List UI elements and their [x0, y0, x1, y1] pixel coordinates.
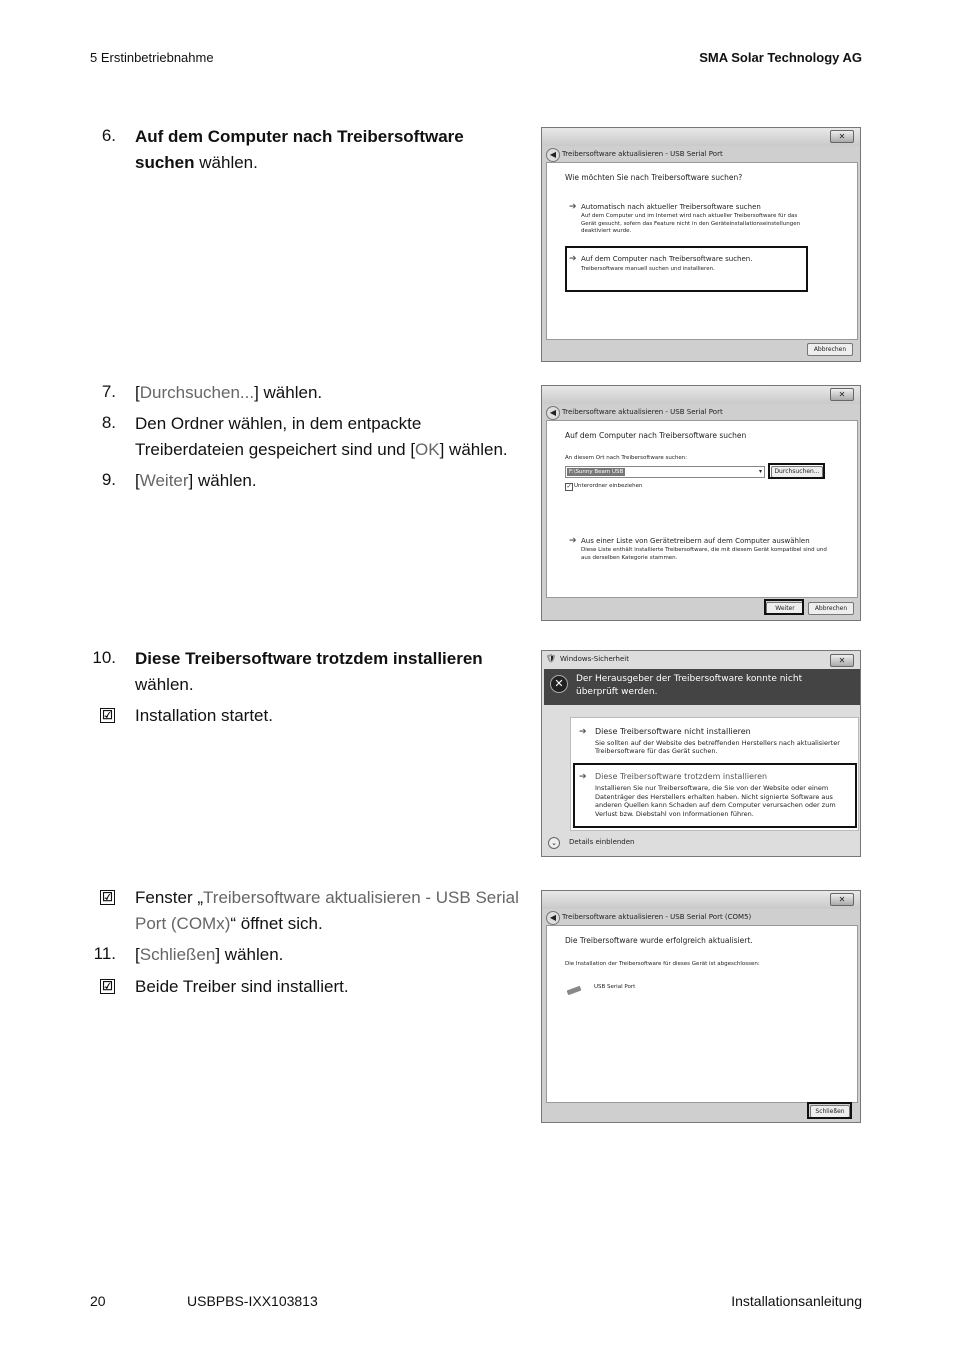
path-value: F:\Sunny Beam USB: [569, 469, 624, 475]
step-6-bold-line2: suchen: [135, 153, 195, 172]
path-combobox[interactable]: [565, 466, 765, 478]
step-8-ui-term: OK: [415, 440, 440, 459]
step-8-number: 8.: [101, 413, 116, 432]
step-6-bold-line1: Auf dem Computer nach Treibersoftware: [135, 127, 464, 146]
step-11-ui-term: Schließen: [139, 945, 216, 964]
step-9-close: ] wählen.: [188, 471, 257, 490]
step-10-rest: wählen.: [135, 675, 194, 694]
result-check-icon: ☑: [100, 708, 115, 723]
driver-list-title[interactable]: Aus einer Liste von Gerätetreibern auf dem Computer auswählen: [581, 537, 810, 545]
result-window-ui1: Treibersoftware aktualisieren - USB Serial: [203, 888, 519, 907]
screenshot-windows-security: [541, 650, 861, 857]
location-label: An diesem Ort nach Treibersoftware suchen:: [565, 455, 688, 461]
option-dont-install-desc: Sie sollten auf der Website des betreffenden Herstellers nach aktualisierter Treibersoftware für das Gerät suchen.: [595, 739, 840, 755]
step-9-open: [: [135, 471, 140, 490]
window-breadcrumb: Treibersoftware aktualisieren - USB Serial Port (COM5): [562, 913, 752, 921]
step-9-number: 9.: [101, 470, 116, 489]
screenshot-driver-search-choice: [541, 127, 861, 362]
back-arrow-icon[interactable]: ◀: [546, 911, 560, 925]
title-bar: [542, 891, 860, 909]
back-arrow-icon[interactable]: ◀: [546, 406, 560, 420]
step-6-rest: wählen.: [194, 153, 258, 172]
screenshot-browse-driver: [541, 385, 861, 621]
highlight-box: [807, 1102, 852, 1119]
close-icon[interactable]: ✕: [830, 130, 854, 143]
content-panel: [546, 420, 858, 598]
arrow-right-icon: ➔: [579, 772, 587, 782]
option-manual-desc: Treibersoftware manuell suchen und installieren.: [581, 266, 715, 272]
result-11-text: Beide Treiber sind installiert.: [135, 977, 349, 996]
question-heading: Wie möchten Sie nach Treibersoftware suchen?: [565, 173, 743, 182]
step-8-line2-post: ] wählen.: [439, 440, 508, 459]
window-breadcrumb: Treibersoftware aktualisieren - USB Serial Port: [562, 150, 723, 158]
document-type: Installationsanleitung: [731, 1293, 862, 1309]
arrow-right-icon: ➔: [569, 202, 577, 212]
warning-shield-icon: ✕: [550, 675, 568, 693]
step-8-line1: Den Ordner wählen, in dem entpackte: [135, 414, 422, 433]
arrow-right-icon: ➔: [569, 536, 577, 546]
step-7-open: [: [135, 383, 140, 402]
subfolders-checkbox[interactable]: ✓: [566, 483, 572, 490]
step-11-close: ] wählen.: [215, 945, 284, 964]
page-number: 20: [90, 1293, 106, 1309]
step-8-line2-pre: Treiberdateien gespeichert sind und [: [135, 440, 416, 459]
step-10-bold: Diese Treibersoftware trotzdem installieren: [135, 649, 483, 668]
step-8-text: [135, 411, 535, 463]
close-icon[interactable]: ✕: [830, 893, 854, 906]
highlight-box: [764, 599, 804, 615]
cancel-button[interactable]: Abbrechen: [807, 343, 853, 356]
close-icon[interactable]: ✕: [830, 388, 854, 401]
arrow-right-icon: ➔: [579, 727, 587, 737]
arrow-right-icon: ➔: [569, 254, 577, 264]
cancel-button[interactable]: Abbrechen: [808, 602, 854, 615]
option-install-anyway-desc: Installieren Sie nur Treibersoftware, die Sie von der Website oder einem Datenträger des Herstellers erhalten haben. Nicht signierte Software aus anderen Quellen kann Schaden auf dem Computer verursachen oder zum Verlust bzw. Diebstahl von Informationen führen.: [595, 784, 836, 818]
screenshot-driver-updated: [541, 890, 861, 1123]
highlight-box: [565, 246, 808, 292]
warning-text: Der Herausgeber der Treibersoftware konnte nicht überprüft werden.: [576, 674, 803, 697]
step-10-text: [135, 646, 535, 698]
highlight-box: [768, 463, 825, 479]
result-window-post: “ öffnet sich.: [230, 914, 323, 933]
driver-list-desc: Diese Liste enthält installierte Treibersoftware, die mit diesem Gerät kompatibel sind und aus derselben Kategorie stammen.: [581, 547, 827, 561]
highlight-box: [573, 763, 857, 828]
chevron-down-icon[interactable]: ▾: [758, 468, 762, 475]
content-panel: [546, 925, 858, 1103]
step-7-number: 7.: [101, 382, 116, 401]
security-title: Windows-Sicherheit: [560, 655, 629, 663]
result-window-pre: Fenster „: [135, 888, 204, 907]
success-heading: Die Treibersoftware wurde erfolgreich aktualisiert.: [565, 936, 753, 945]
step-7-ui-term: Durchsuchen...: [139, 383, 255, 402]
step-11-text: [135, 942, 283, 968]
result-10-text: Installation startet.: [135, 706, 273, 725]
step-6-number: 6.: [101, 126, 116, 145]
step-10-number: 10.: [92, 648, 116, 667]
step-11-open: [: [135, 945, 140, 964]
option-manual-title[interactable]: Auf dem Computer nach Treibersoftware suchen.: [581, 255, 753, 263]
warning-banner: [544, 669, 860, 705]
back-arrow-icon[interactable]: ◀: [546, 148, 560, 162]
option-auto-desc: Auf dem Computer und im Internet wird nach aktueller Treibersoftware für das Gerät gesucht, sofern das Feature nicht in den Geräteinstallationseinstellungen deaktiviert wurde.: [581, 213, 801, 234]
step-7-close: ] wählen.: [254, 383, 323, 402]
step-9-ui-term: Weiter: [139, 471, 189, 490]
details-toggle[interactable]: Details einblenden: [569, 838, 635, 846]
close-button[interactable]: Schließen: [810, 1105, 850, 1118]
shield-icon: 🛡: [546, 654, 557, 663]
title-bar: [542, 128, 860, 146]
result-window-text: [135, 885, 535, 937]
result-window-ui2: Port (COMx): [135, 914, 231, 933]
step-6-text: [135, 124, 525, 176]
title-bar: [542, 386, 860, 404]
chevron-down-icon[interactable]: ⌄: [548, 837, 560, 849]
section-header: 5 Erstinbetriebnahme: [90, 50, 214, 65]
usb-device-icon: [567, 986, 582, 995]
close-icon[interactable]: ✕: [830, 654, 854, 667]
window-breadcrumb: Treibersoftware aktualisieren - USB Serial Port: [562, 408, 723, 416]
result-check-icon: ☑: [100, 979, 115, 994]
step-11-number: 11.: [93, 944, 116, 963]
browse-heading: Auf dem Computer nach Treibersoftware suchen: [565, 431, 747, 440]
browse-button[interactable]: Durchsuchen...: [771, 466, 823, 478]
option-auto-title[interactable]: Automatisch nach aktueller Treibersoftware suchen: [581, 203, 761, 211]
option-install-anyway-title[interactable]: Diese Treibersoftware trotzdem installieren: [595, 772, 768, 781]
content-panel: [546, 162, 858, 340]
result-check-icon: ☑: [100, 890, 115, 905]
step-9-text: [135, 468, 257, 494]
next-button[interactable]: Weiter: [766, 602, 804, 615]
document-id: USBPBS-IXX103813: [187, 1293, 318, 1309]
subfolders-label: Unterordner einbeziehen: [574, 483, 643, 489]
option-dont-install-title[interactable]: Diese Treibersoftware nicht installieren: [595, 727, 751, 736]
company-header: SMA Solar Technology AG: [699, 50, 862, 65]
install-complete-text: Die Installation der Treibersoftware für dieses Gerät ist abgeschlossen:: [565, 961, 760, 967]
device-name: USB Serial Port: [594, 984, 636, 990]
step-7-text: [135, 380, 322, 406]
